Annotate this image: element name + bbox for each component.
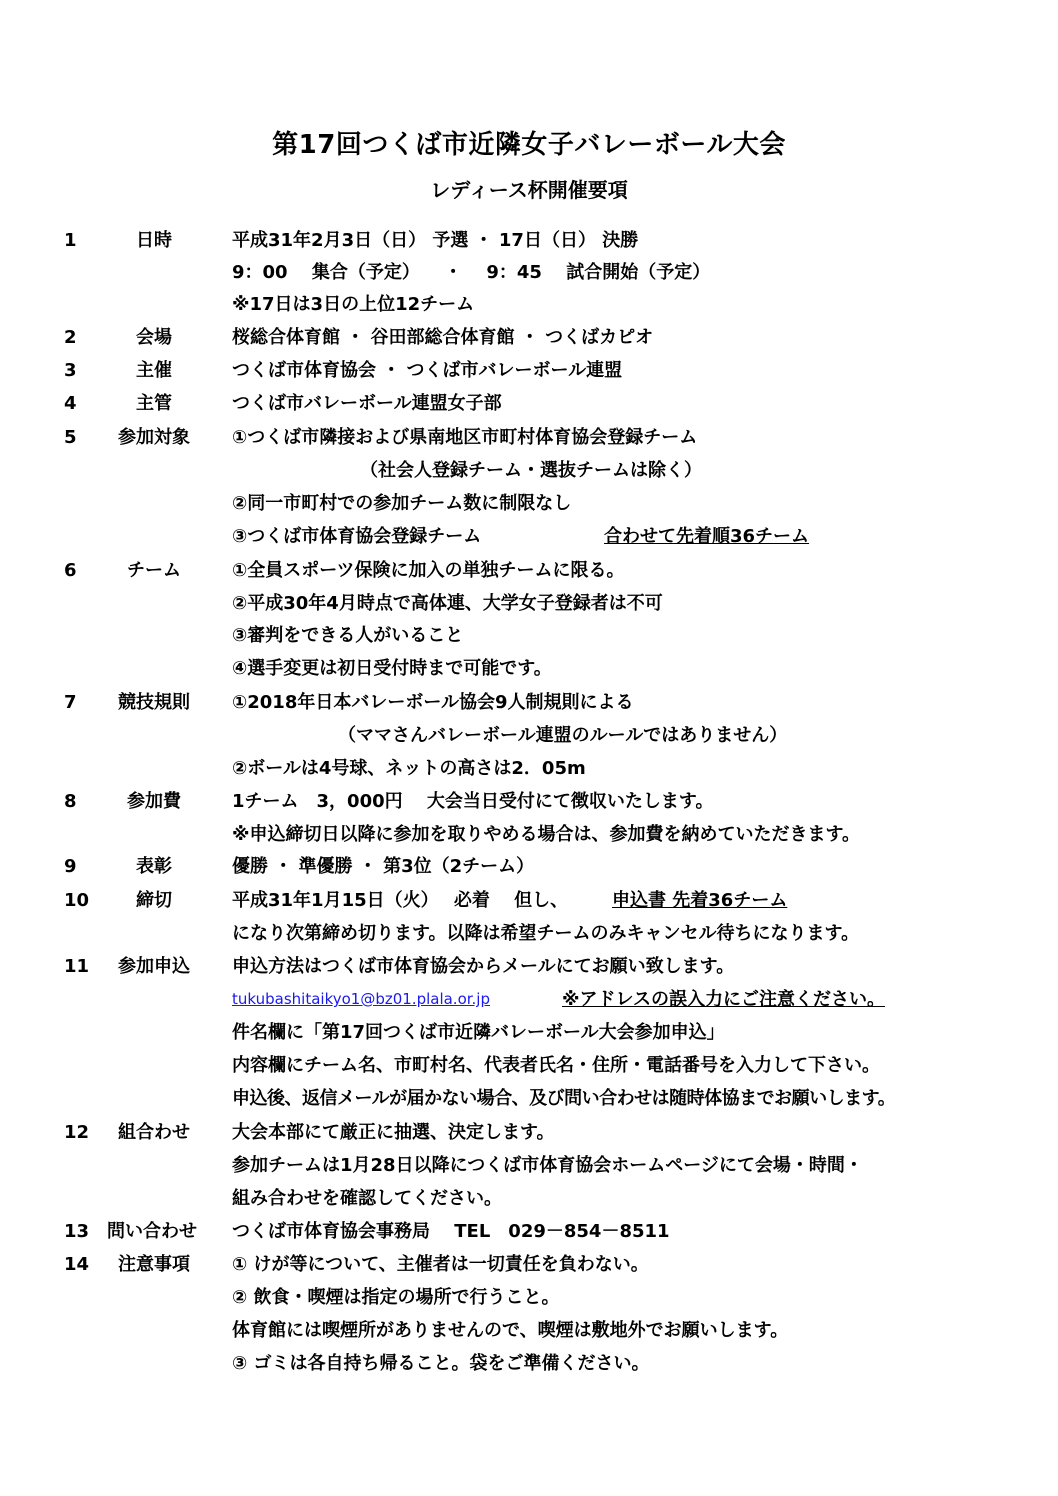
- section-text: ②同一市町村での参加チーム数に制限なし: [232, 493, 572, 514]
- section-text: ③審判をできる人がいること: [232, 625, 464, 646]
- section-text: つくば市バレーボール連盟女子部: [232, 393, 502, 414]
- section-text: 組み合わせを確認してください。: [232, 1188, 502, 1209]
- section-number: 3: [64, 360, 77, 381]
- section-text: （ママさんバレーボール連盟のルールではありません）: [338, 725, 788, 746]
- section-label: 競技規則: [118, 692, 190, 713]
- section-label: チーム: [127, 560, 181, 581]
- section-number: 10: [64, 890, 90, 911]
- section-text: ② 飲食・喫煙は指定の場所で行うこと。: [232, 1287, 560, 1308]
- section-text: つくば市体育協会事務局 TEL 029－854－8511: [232, 1221, 670, 1242]
- section-text: になり次第締め切ります。以降は希望チームのみキャンセル待ちになります。: [232, 923, 860, 944]
- section-text: 優勝 ・ 準優勝 ・ 第3位（2チーム）: [232, 856, 535, 877]
- document-title: 第17回つくば市近隣女子バレーボール大会: [272, 130, 786, 160]
- section-number: 14: [64, 1254, 90, 1275]
- section-number: 13: [64, 1221, 90, 1242]
- section-text: 参加チームは1月28日以降につくば市体育協会ホームページにて会場・時間・: [232, 1155, 863, 1176]
- section-number: 11: [64, 956, 90, 977]
- section-label: 問い合わせ: [107, 1221, 197, 1242]
- section-text: ③つくば市体育協会登録チーム: [232, 526, 482, 547]
- section-text: ②平成30年4月時点で高体連、大学女子登録者は不可: [232, 593, 663, 614]
- section-text: 体育館には喫煙所がありませんので、喫煙は敷地外でお願いします。: [232, 1320, 789, 1341]
- section-text: ① けが等について、主催者は一切責任を負わない。: [232, 1254, 649, 1275]
- section-text: 申込方法はつくば市体育協会からメールにてお願い致します。: [232, 956, 735, 977]
- section-text: （社会人登録チーム・選抜チームは除く）: [360, 460, 702, 481]
- email-note: ※アドレスの誤入力にご注意ください。: [562, 989, 885, 1010]
- section-text: ④選手変更は初日受付時まで可能です。: [232, 658, 552, 679]
- section-label: 主催: [136, 360, 172, 381]
- section-text: ①2018年日本バレーボール協会9人制規則による: [232, 692, 634, 713]
- section-number: 9: [64, 856, 77, 877]
- section-label: 表彰: [136, 856, 172, 877]
- section-text: つくば市体育協会 ・ つくば市バレーボール連盟: [232, 360, 623, 381]
- section-text: 9：00 集合（予定） ・ 9：45 試合開始（予定）: [232, 262, 711, 283]
- section-number: 6: [64, 560, 77, 581]
- section-text: 内容欄にチーム名、市町村名、代表者氏名・住所・電話番号を入力して下さい。: [232, 1055, 880, 1076]
- section-label: 会場: [136, 327, 172, 348]
- section-number: 4: [64, 393, 77, 414]
- section-text: 申込後、返信メールが届かない場合、及び問い合わせは随時体協までお願いします。: [232, 1088, 896, 1109]
- section-text: ①全員スポーツ保険に加入の単独チームに限る。: [232, 560, 625, 581]
- section-highlight: 申込書 先着36チーム: [612, 890, 788, 911]
- section-label: 主管: [136, 393, 172, 414]
- section-number: 2: [64, 327, 77, 348]
- section-text: ③ ゴミは各自持ち帰ること。袋をご準備ください。: [232, 1353, 650, 1374]
- section-number: 12: [64, 1122, 90, 1143]
- section-text: 大会本部にて厳正に抽選、決定します。: [232, 1122, 555, 1143]
- section-label: 日時: [136, 230, 172, 251]
- section-number: 5: [64, 427, 77, 448]
- section-text: ①つくば市隣接および県南地区市町村体育協会登録チーム: [232, 427, 698, 448]
- section-number: 8: [64, 791, 77, 812]
- section-number: 7: [64, 692, 77, 713]
- section-text: 桜総合体育館 ・ 谷田部総合体育館 ・ つくばカピオ: [232, 327, 654, 348]
- section-text: 1チーム 3，000円 大会当日受付にて徴収いたします。: [232, 791, 714, 812]
- document-subtitle: レディース杯開催要項: [430, 178, 628, 202]
- section-label: 参加申込: [118, 956, 190, 977]
- section-text: ※17日は3日の上位12チーム: [232, 294, 475, 315]
- section-label: 組合わせ: [118, 1122, 190, 1143]
- section-text: ※申込締切日以降に参加を取りやめる場合は、参加費を納めていただきます。: [232, 824, 861, 845]
- section-label: 参加対象: [118, 427, 190, 448]
- section-text: 平成31年2月3日（日） 予選 ・ 17日（日） 決勝: [232, 230, 639, 251]
- section-label: 参加費: [127, 791, 181, 812]
- section-highlight: 合わせて先着順36チーム: [604, 526, 810, 547]
- section-label: 締切: [136, 890, 172, 911]
- section-text: 平成31年1月15日（火） 必着 但し、: [232, 890, 569, 911]
- section-text: ②ボールは4号球、ネットの高さは2．05m: [232, 758, 586, 779]
- section-label: 注意事項: [118, 1254, 190, 1275]
- section-text: 件名欄に「第17回つくば市近隣バレーボール大会参加申込」: [232, 1022, 725, 1043]
- section-number: 1: [64, 230, 77, 251]
- email-link[interactable]: tukubashitaikyo1@bz01.plala.or.jp: [232, 990, 490, 1008]
